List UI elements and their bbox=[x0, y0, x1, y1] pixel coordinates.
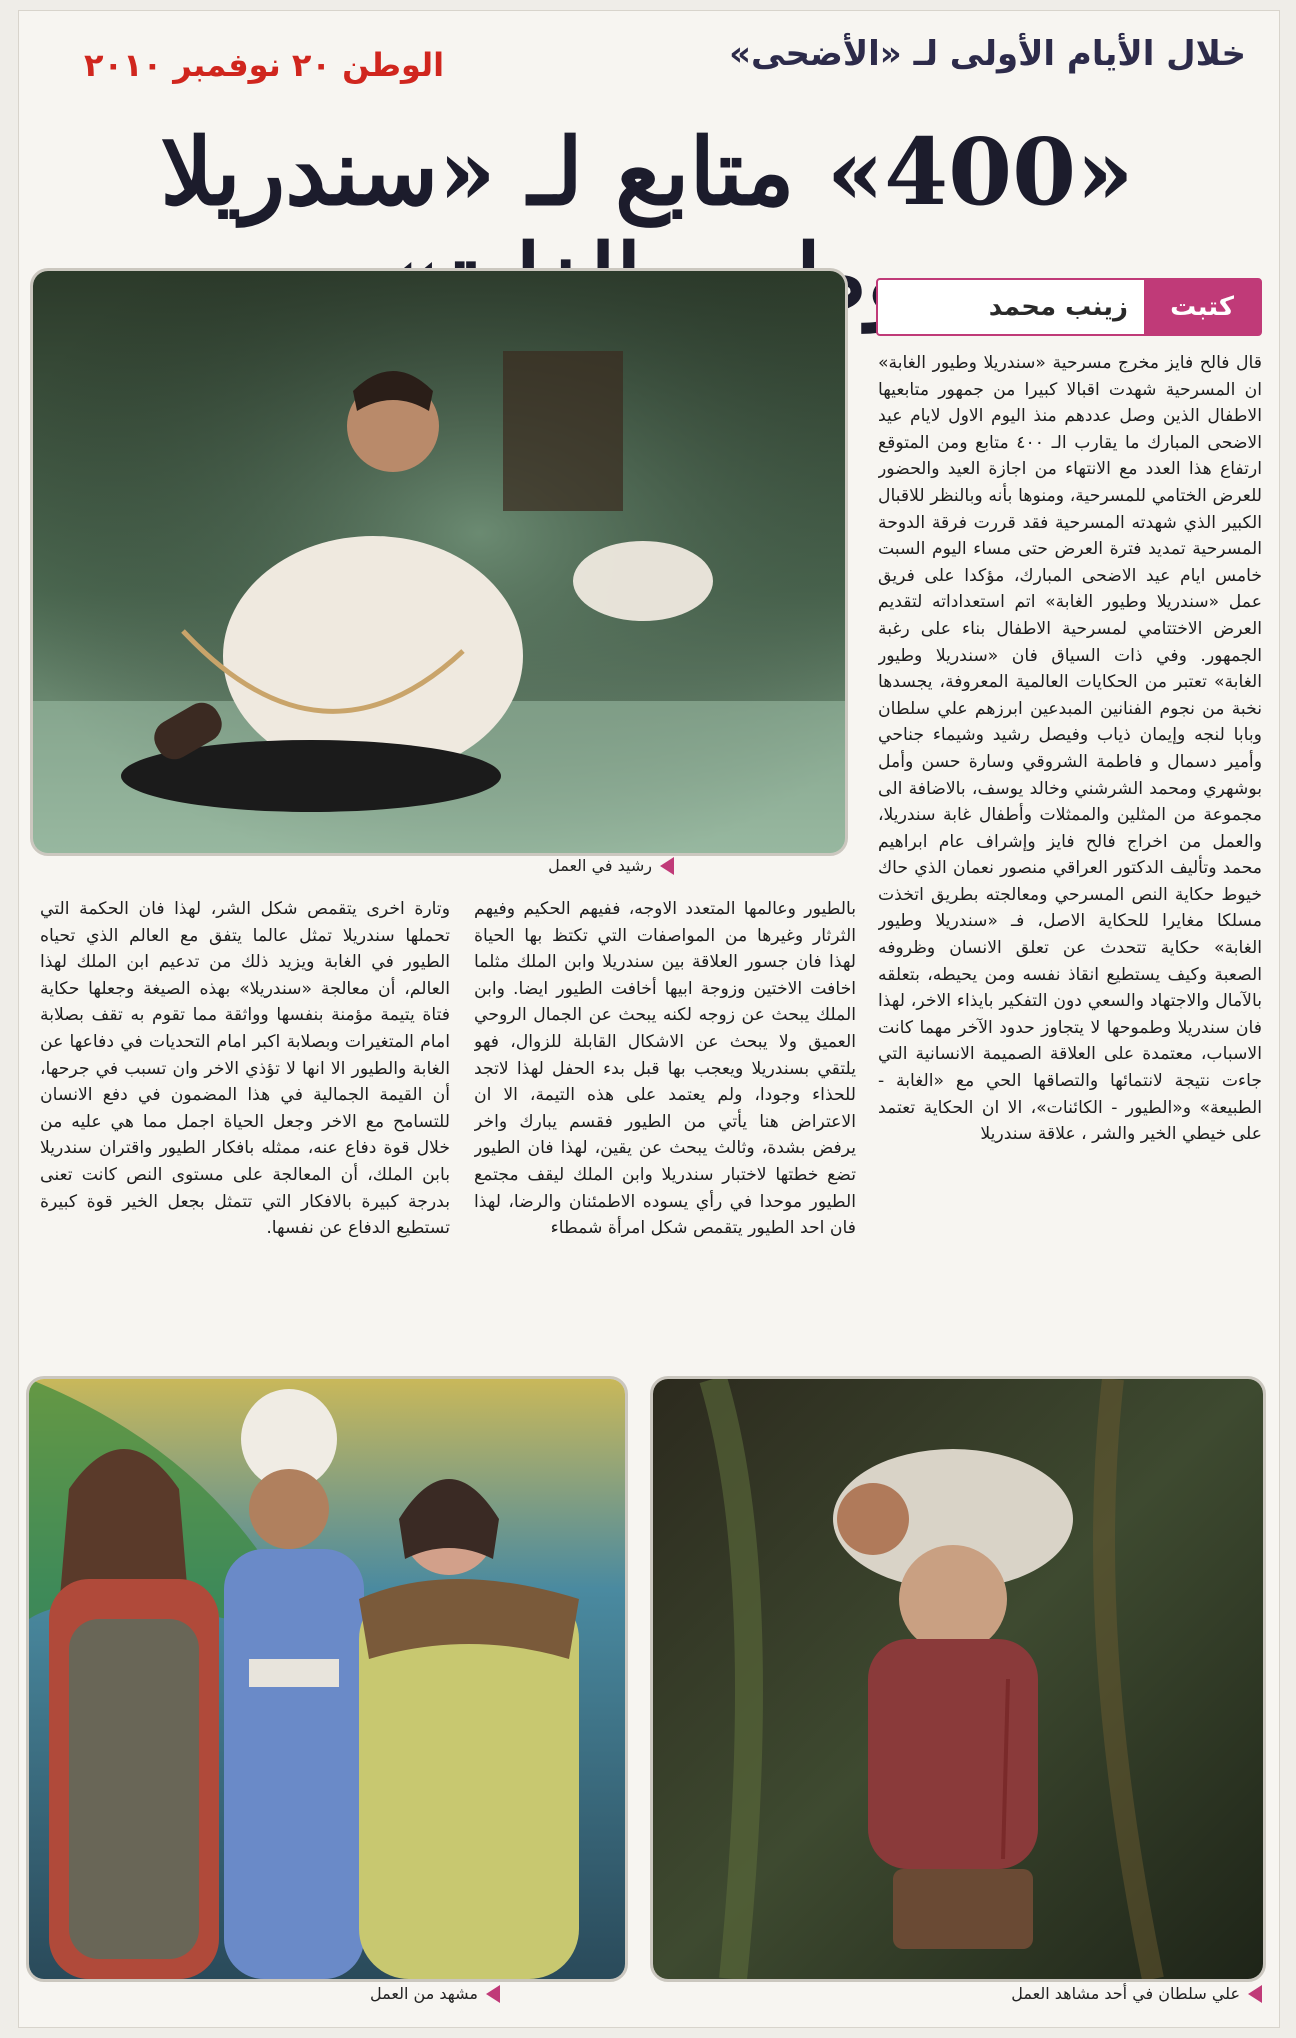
caption-bottom-right bbox=[1011, 1984, 1262, 2003]
article-column-2 bbox=[474, 896, 856, 1360]
caption-top bbox=[548, 856, 674, 875]
byline-tag: كتبت bbox=[1144, 280, 1260, 334]
article-column-1 bbox=[878, 350, 1262, 1360]
photo-top bbox=[30, 268, 848, 856]
byline bbox=[876, 278, 1262, 336]
byline-name: زينب محمد bbox=[988, 292, 1128, 322]
caption-marker-icon bbox=[660, 857, 674, 875]
photo-bottom-right-image bbox=[653, 1379, 1263, 1979]
article-column-2-text: بالطيور وعالمها المتعدد الاوجه، ففيهم الحكيم وفيهم الثرثار وغيرها من المواصفات التي تكتظ بها الحياة لهذا فان جسور العلاقة بين سندريلا وابن الملك مثلما اخافت الاختين وزوجة ابيها أخافت الطيور ايضا. وابن الملك يبحث عن زوجه لكنه يبحث عن الجمال الروحي العميق ولا يبحث عن الاشكال القابلة للزوال، فهو يلتقي بسندريلا ويعجب بها قبل بدء الحفل لهذا لاتجد للحذاء وجودا، ولم يعتمد على هذه التيمة، الا ان الاعتراض هنا يأتي من الطيور فقسم يبارك واخر يرفض بشدة، وثالث يبحث عن يقين، لهذا فان الطيور تضع خطتها لاختبار سندريلا وابن الملك ليقف مجتمع الطيور موحدا في رأي يسوده الاطمئنان والرضا، لهذا فان احد الطيور يتقمص شكل امرأة شمطاء bbox=[474, 899, 856, 1239]
caption-bottom-right-text: علي سلطان في أحد مشاهد العمل bbox=[1011, 1984, 1240, 2003]
caption-marker-icon bbox=[486, 1985, 500, 2003]
caption-marker-icon bbox=[1248, 1985, 1262, 2003]
headline: «400» متابع لـ «سندريلا bbox=[160, 118, 1134, 226]
photo-bottom-left-image bbox=[29, 1379, 625, 1979]
caption-top-text: رشيد في العمل bbox=[548, 856, 652, 875]
article-column-1-text: قال فالح فايز مخرج مسرحية «سندريلا وطيور الغابة» ان المسرحية شهدت اقبالا كبيرا من جمهور متابعيها الاطفال الذين وصل عددهم منذ اليوم الاول لايام عيد الاضحى المبارك ما يقارب الـ ٤٠٠ متابع ومن المتوقع ارتفاع هذا العدد مع الانتهاء من اجازة العيد والحضور للعرض الختامي للمسرحية، ومنوها بأنه وبالنظر للاقبال الكبير الذي شهدته المسرحية فقد قررت فرقة الدوحة المسرحية تمديد فترة العرض حتى مساء اليوم السبت خامس ايام عيد الاضحى المبارك، مؤكدا على فريق عمل «سندريلا وطيور الغابة» اتم استعداداته لتقديم العرض الاختتامي لمسرحية الاطفال بناء على رغبة الجمهور. وفي ذات السياق فان «سندريلا وطيور الغابة» تعتبر من الحكايات العالمية المعروفة، يجسدها نخبة من نجوم الفنانين المبدعين ابرزهم علي سلطان وبابا لنجه وإيمان ذياب وفيصل رشيد وشيماء جناحي وأمير دسمال و فاطمة الشروقي وسارة حسن وأمل بوشهري ومحمد الشرشني وخالد يوسف، بالاضافة الى مجموعة من المثلين والممثلات وأطفال غابة سندريلا، والعمل من اخراج فالح فايز وإشراف عام ابراهيم محمد وتأليف الدكتور العراقي منصور نعمان الذي حاك خيوط حكاية النص المسرحي ومعالجته بطريق اتخذت مسلكا مغايرا للحكاية الاصل، فـ «سندريلا وطيور الغابة» حكاية تتحدث عن تعلق الانسان وظروفه الصعبة وكيف يستطيع انقاذ نفسه ومن يحيطه، بتعلقه بالآمال والاجتهاد والسعي دون التفكير بايذاء الاخر، لهذا فان سندريلا وطموحها لا يتجاوز حدود الآخر مهما كانت الاسباب، معتمدة على العلاقة الصميمة الانسانية التي جاءت نتيجة لانتمائها والتصاقها الحي مع «الغابة - الطبيعة» و«الطيور - الكائنات»، الا ان الحكاية تعتمد على خيطي الخير والشر ، علاقة سندريلا bbox=[878, 353, 1262, 1145]
caption-bottom-left-text: مشهد من العمل bbox=[370, 1984, 478, 2003]
kicker: خلال الأيام الأولى لـ «الأضحى» bbox=[729, 34, 1246, 74]
photo-bottom-left bbox=[26, 1376, 628, 1982]
photo-top-image bbox=[33, 271, 845, 853]
article-column-3-text: وتارة اخرى يتقمص شكل الشر، لهذا فان الحكمة التي تحملها سندريلا تمثل عالما يتفق مع العالم الذي تحياه الطيور في الغابة ويزيد ذلك من تدعيم ابن الملك لهذا العالم، أن معالجة «سندريلا» بهذه الصيغة وجعلها حكاية فتاة يتيمة مؤمنة بنفسها وواثقة مما تقوم به تقف بصلابة امام المتغيرات وبصلابة اكبر امام التحديات في دفاعها عن الغابة والطيور الا انها لا تؤذي الاخر وان تسبب في جرحها، أن القيمة الجمالية في هذا المضمون في دفع الانسان للتسامح مع الاخر وجعل الحياة اجمل مما هي عليه من خلال قوة دفاع عنه، ممثله بافكار الطيور واقتران سندريلا بابن الملك، أن المعالجة على مستوى النص كانت تعنى بدرجة كبيرة بالافكار التي تتمثل بجعل الخير قوة كبيرة تستطيع الدفاع عن نفسها. bbox=[40, 899, 450, 1239]
caption-bottom-left bbox=[370, 1984, 500, 2003]
photo-bottom-right bbox=[650, 1376, 1266, 1982]
article-column-3 bbox=[40, 896, 450, 1360]
dateline: الوطن ٢٠ نوفمبر ٢٠١٠ bbox=[84, 46, 445, 84]
newspaper-page bbox=[18, 10, 1280, 2028]
